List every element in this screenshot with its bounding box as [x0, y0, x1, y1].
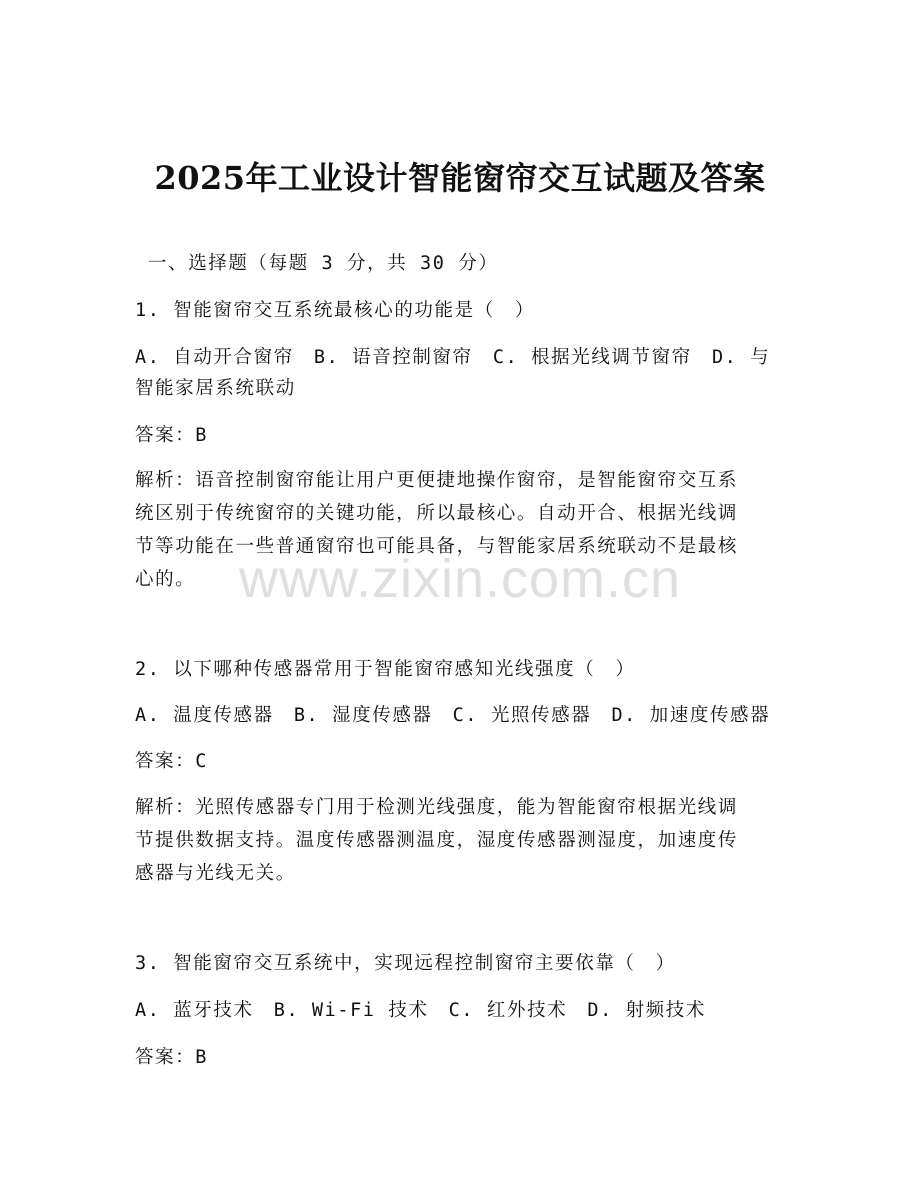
question-1-stem: 1. 智能窗帘交互系统最核心的功能是（ ）	[135, 300, 536, 321]
question-2-analysis-line: 节提供数据支持。温度传感器测温度，湿度传感器测湿度，加速度传	[135, 830, 739, 851]
question-1-options: A. 自动开合窗帘 B. 语音控制窗帘 C. 根据光线调节窗帘 D. 与	[135, 347, 771, 368]
question-3-answer: 答案：B	[135, 1047, 209, 1068]
question-1-answer: 答案：B	[135, 425, 209, 446]
question-1-analysis-line: 统区别于传统窗帘的关键功能，所以最核心。自动开合、根据光线调	[135, 503, 739, 524]
question-3-stem: 3. 智能窗帘交互系统中，实现远程控制窗帘主要依靠（ ）	[135, 953, 676, 974]
question-2-answer: 答案：C	[135, 751, 209, 772]
question-2-analysis-line: 感器与光线无关。	[135, 863, 296, 884]
section-heading: 一、选择题（每题 3 分，共 30 分）	[148, 253, 499, 274]
question-1-analysis-line: 心的。	[135, 569, 196, 590]
question-3-options: A. 蓝牙技术 B. Wi-Fi 技术 C. 红外技术 D. 射频技术	[135, 1000, 706, 1021]
question-1-analysis-line: 节等功能在一些普通窗帘也可能具备，与智能家居系统联动不是最核	[135, 536, 739, 557]
question-1-analysis-line: 解析：语音控制窗帘能让用户更便捷地操作窗帘，是智能窗帘交互系	[135, 470, 739, 491]
question-2-analysis-line: 解析：光照传感器专门用于检测光线强度，能为智能窗帘根据光线调	[135, 797, 739, 818]
watermark: www.zixin.com.cn	[238, 549, 682, 609]
question-2-options: A. 温度传感器 B. 湿度传感器 C. 光照传感器 D. 加速度传感器	[135, 705, 771, 726]
question-1-options-continued: 智能家居系统联动	[135, 378, 296, 399]
question-2-stem: 2. 以下哪种传感器常用于智能窗帘感知光线强度（ ）	[135, 659, 636, 680]
document-title: 2025年工业设计智能窗帘交互试题及答案	[154, 159, 766, 197]
